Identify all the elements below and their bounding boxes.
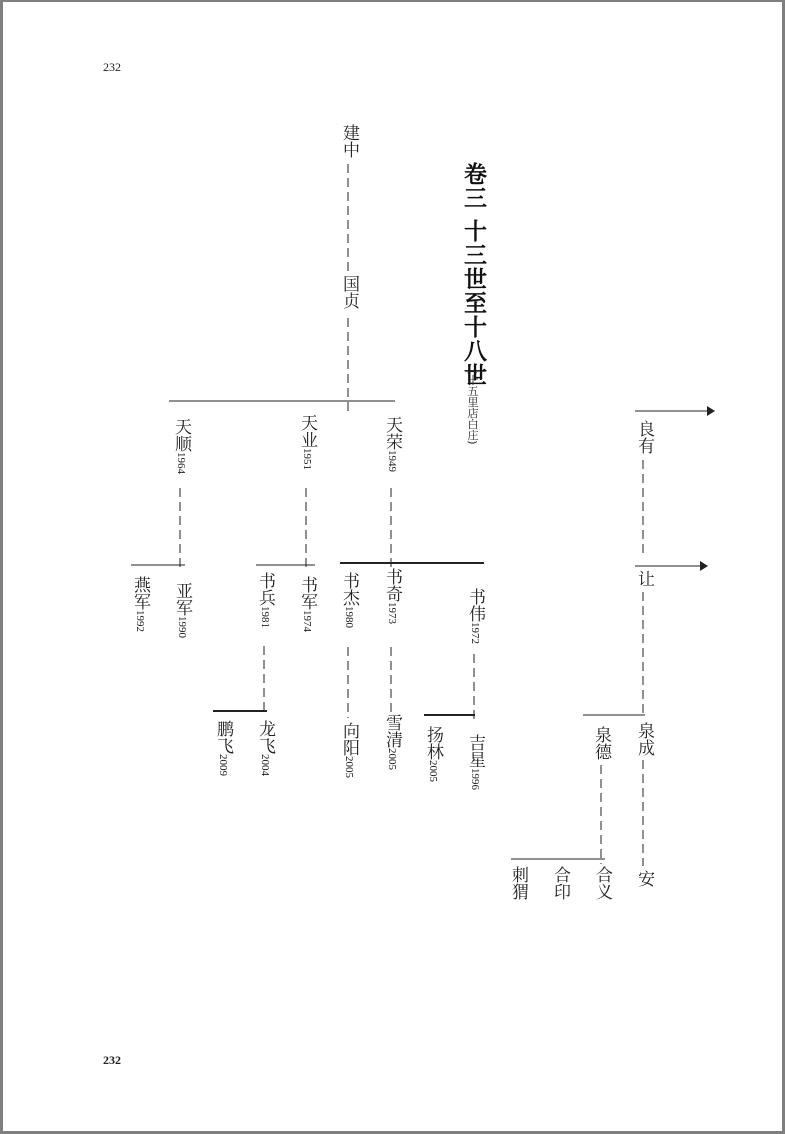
location-note: (十五里店白庄) bbox=[466, 370, 479, 445]
person-pengfei: 鹏飞2009 bbox=[213, 720, 233, 776]
person-shuwei: 书伟1972 bbox=[465, 588, 485, 644]
person-liangyou: 良有 bbox=[634, 420, 654, 454]
person-quancheng: 泉成 bbox=[634, 722, 654, 756]
person-an: 安 bbox=[634, 870, 654, 887]
tree-lines bbox=[3, 2, 782, 1131]
person-shujie: 书杰1980 bbox=[339, 572, 359, 628]
person-yajun: 亚军1990 bbox=[172, 582, 192, 638]
person-heyi: 合义 bbox=[592, 866, 612, 900]
person-jianzhong: 建中 bbox=[339, 124, 359, 158]
person-shuqi: 书奇1973 bbox=[382, 568, 402, 624]
page-number-bottom: 232 bbox=[103, 1053, 121, 1067]
person-tianshun: 天顺1964 bbox=[171, 418, 191, 474]
person-shujun: 书军1974 bbox=[297, 576, 317, 632]
person-xiangyang: 向阳2005 bbox=[339, 722, 359, 778]
person-jixing: 吉星1996 bbox=[465, 734, 485, 790]
person-tianye: 天业1951 bbox=[297, 414, 317, 470]
person-yanglin: 扬林2005 bbox=[423, 726, 443, 782]
document-page bbox=[3, 2, 782, 1131]
page-title: 卷三 十三世至十八世 bbox=[460, 162, 486, 388]
person-longfei: 龙飞2004 bbox=[255, 720, 275, 776]
person-shubing: 书兵1981 bbox=[255, 572, 275, 628]
person-ciwei: 刺猬 bbox=[508, 866, 528, 900]
person-xueqing: 雪清2005 bbox=[382, 714, 402, 770]
person-tianrong: 天荣1949 bbox=[382, 416, 402, 472]
page-number-top: 232 bbox=[103, 60, 121, 74]
person-quande: 泉德 bbox=[591, 726, 611, 760]
person-rang: 让 bbox=[634, 570, 654, 587]
person-guozhen: 国贞 bbox=[339, 275, 359, 309]
person-heyin: 合印 bbox=[550, 866, 570, 900]
person-yanjun: 燕军1992 bbox=[130, 576, 150, 632]
